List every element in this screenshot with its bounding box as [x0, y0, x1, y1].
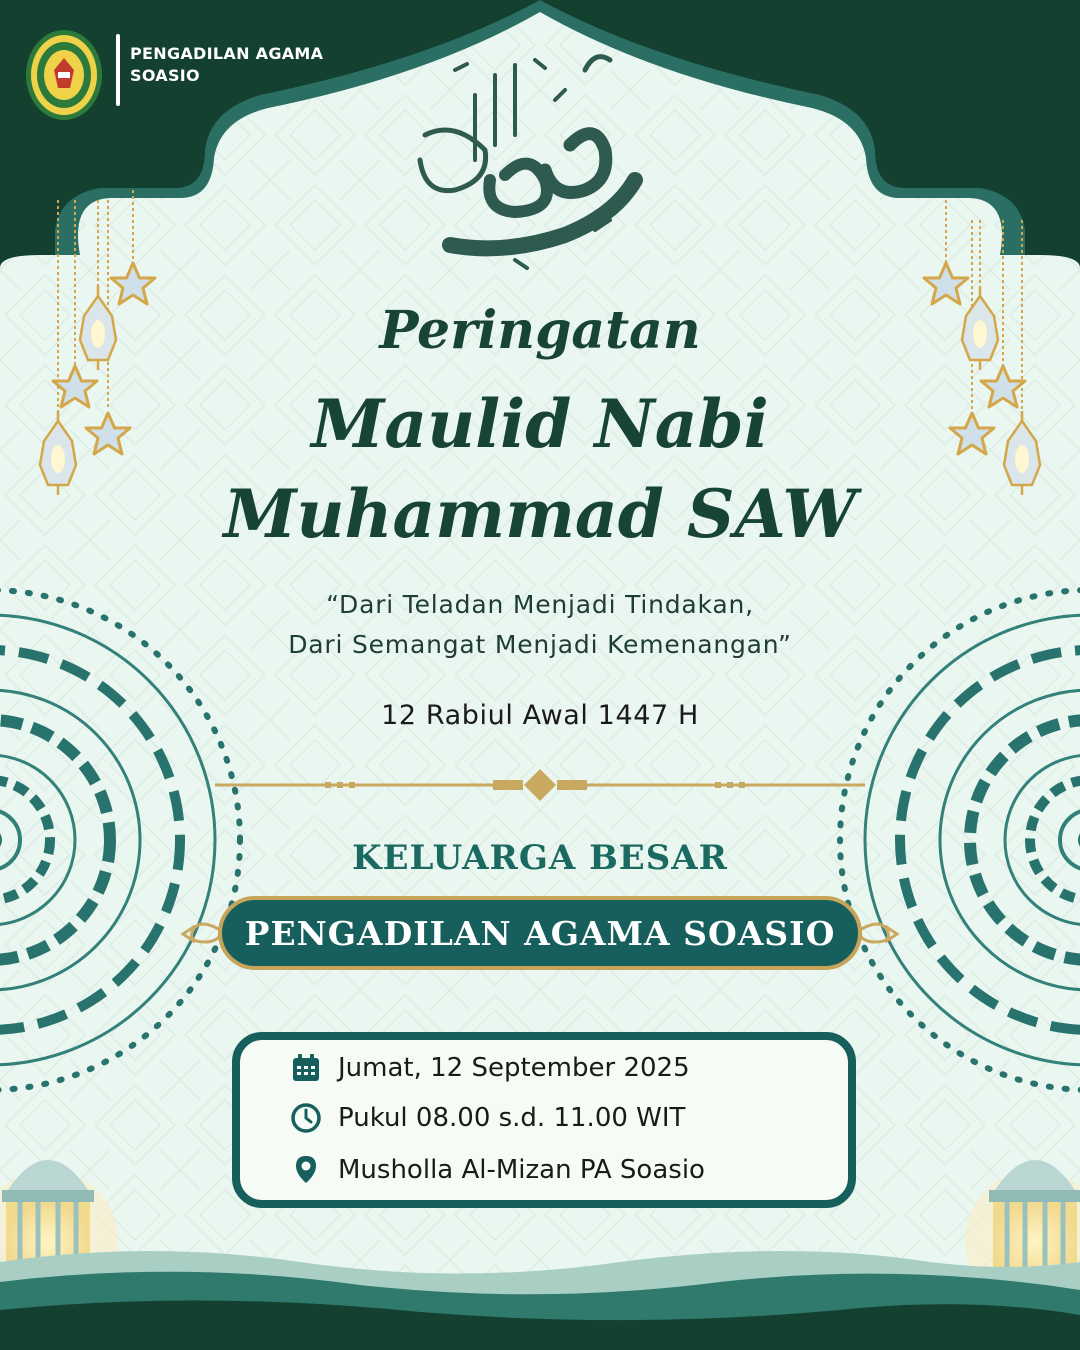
calendar-icon: [290, 1052, 322, 1084]
header-divider: [116, 34, 120, 106]
quote-line2: Dari Semangat Menjadi Kemenangan”: [288, 630, 792, 659]
org-name-line1: PENGADILAN AGAMA: [130, 44, 324, 63]
event-date: Jumat, 12 September 2025: [338, 1053, 690, 1083]
event-date-row: [290, 1052, 690, 1084]
court-logo-icon: [24, 28, 104, 123]
org-banner: [218, 896, 862, 970]
org-name-line2: SOASIO: [130, 66, 200, 85]
gold-divider: [215, 765, 865, 805]
hijri-date: 12 Rabiul Awal 1447 H: [381, 700, 699, 731]
title-line2: Maulid Nabi: [311, 385, 769, 463]
clock-icon: [290, 1102, 322, 1134]
quote-line1: “Dari Teladan Menjadi Tindakan,: [326, 590, 754, 619]
event-time: Pukul 08.00 s.d. 11.00 WIT: [338, 1103, 686, 1133]
family-label: KELUARGA BESAR: [352, 838, 728, 878]
event-place: Musholla Al-Mizan PA Soasio: [338, 1155, 705, 1185]
location-pin-icon: [290, 1154, 322, 1186]
event-time-row: [290, 1102, 685, 1134]
title-line1: Peringatan: [379, 300, 701, 361]
arabic-calligraphy-icon: [395, 40, 655, 280]
title-line3: Muhammad SAW: [223, 475, 857, 553]
event-info-card: [232, 1032, 856, 1208]
event-place-row: [290, 1154, 705, 1186]
org-banner-text: PENGADILAN AGAMA SOASIO: [244, 913, 836, 953]
